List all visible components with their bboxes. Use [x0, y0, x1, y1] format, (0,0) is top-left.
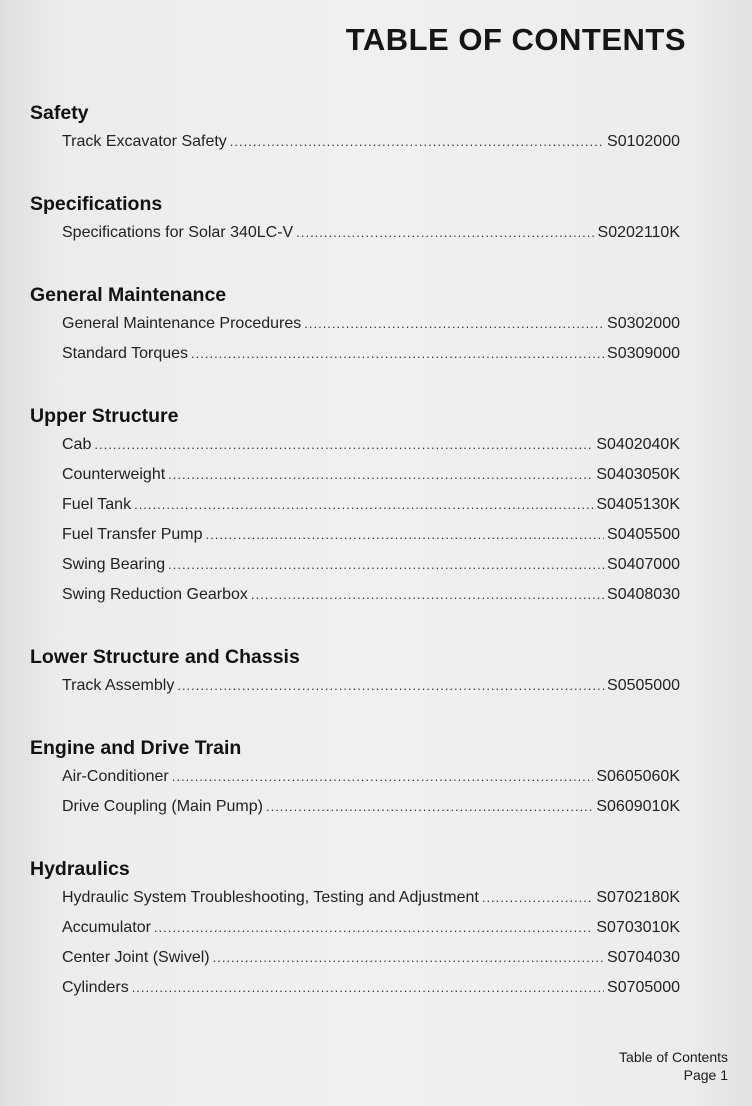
entry-code: S0102000	[607, 133, 680, 150]
page-title: TABLE OF CONTENTS	[345, 22, 686, 57]
toc-section	[30, 284, 680, 375]
footer-label: Table of Contents	[619, 1049, 728, 1065]
dot-leader	[296, 225, 594, 240]
table-of-contents	[30, 102, 680, 1039]
entry-title: Fuel Tank	[62, 496, 132, 513]
toc-section	[30, 193, 680, 254]
dot-leader	[482, 890, 594, 905]
entry-code: S0403050K	[596, 466, 680, 483]
toc-entry	[62, 224, 680, 254]
entry-code: S0202110K	[597, 224, 680, 241]
toc-entry	[62, 133, 680, 163]
entry-title: Standard Torques	[62, 345, 189, 362]
toc-section	[30, 737, 680, 828]
dot-leader	[266, 799, 593, 814]
entry-code: S0703010K	[596, 919, 680, 936]
toc-section	[30, 405, 680, 616]
entry-code: S0702180K	[596, 889, 680, 906]
toc-entry	[62, 466, 680, 496]
entry-code: S0309000	[607, 345, 680, 362]
toc-entry	[62, 979, 680, 1009]
entry-title: Specifications for Solar 340LC-V	[62, 224, 294, 241]
section-heading: Lower Structure and Chassis	[30, 646, 300, 668]
entry-code: S0609010K	[596, 798, 680, 815]
toc-section	[30, 646, 680, 707]
toc-entry	[62, 436, 680, 466]
dot-leader	[172, 769, 594, 784]
section-heading: Specifications	[30, 193, 163, 215]
toc-entry	[62, 526, 680, 556]
entry-title: Swing Reduction Gearbox	[62, 586, 248, 603]
entry-title: Cab	[62, 436, 92, 453]
toc-entry	[62, 677, 680, 707]
entry-title: Counterweight	[62, 466, 166, 483]
toc-entry	[62, 496, 680, 526]
dot-leader	[134, 497, 593, 512]
dot-leader	[177, 678, 604, 693]
dot-leader	[168, 557, 604, 572]
dot-leader	[168, 467, 593, 482]
toc-entry	[62, 949, 680, 979]
toc-entry	[62, 768, 680, 798]
entry-code: S0704030	[607, 949, 680, 966]
dot-leader	[191, 346, 604, 361]
toc-entry	[62, 586, 680, 616]
dot-leader	[230, 134, 604, 149]
entry-title: Air-Conditioner	[62, 768, 169, 785]
entry-code: S0505000	[607, 677, 680, 694]
entry-code: S0605060K	[596, 768, 680, 785]
dot-leader	[94, 437, 593, 452]
entry-title: Track Excavator Safety	[62, 133, 227, 150]
toc-entry	[62, 315, 680, 345]
entry-title: Drive Coupling (Main Pump)	[62, 798, 263, 815]
toc-entry	[62, 889, 680, 919]
entry-title: Hydraulic System Troubleshooting, Testing and Adjustment	[62, 889, 479, 906]
entry-title: Swing Bearing	[62, 556, 166, 573]
section-heading: General Maintenance	[30, 284, 227, 306]
entry-title: Track Assembly	[62, 677, 175, 694]
section-heading: Hydraulics	[30, 858, 130, 880]
toc-entry	[62, 556, 680, 586]
dot-leader	[206, 527, 605, 542]
page-footer	[619, 1048, 728, 1084]
toc-entry	[62, 919, 680, 949]
entry-code: S0302000	[607, 315, 680, 332]
dot-leader	[132, 980, 604, 995]
toc-entry	[62, 345, 680, 375]
entry-title: Cylinders	[62, 979, 129, 996]
entry-title: Fuel Transfer Pump	[62, 526, 203, 543]
entry-code: S0705000	[607, 979, 680, 996]
dot-leader	[213, 950, 604, 965]
dot-leader	[304, 316, 604, 331]
toc-section	[30, 102, 680, 163]
entry-title: General Maintenance Procedures	[62, 315, 302, 332]
entry-code: S0407000	[607, 556, 680, 573]
entry-code: S0408030	[607, 586, 680, 603]
entry-code: S0405130K	[596, 496, 680, 513]
entry-title: Center Joint (Swivel)	[62, 949, 210, 966]
section-heading: Engine and Drive Train	[30, 737, 242, 759]
dot-leader	[154, 920, 593, 935]
footer-page-number: Page 1	[683, 1067, 728, 1083]
dot-leader	[251, 587, 604, 602]
toc-section	[30, 858, 680, 1009]
toc-entry	[62, 798, 680, 828]
entry-code: S0405500	[607, 526, 680, 543]
entry-title: Accumulator	[62, 919, 151, 936]
section-heading: Upper Structure	[30, 405, 179, 427]
section-heading: Safety	[30, 102, 89, 124]
entry-code: S0402040K	[596, 436, 680, 453]
